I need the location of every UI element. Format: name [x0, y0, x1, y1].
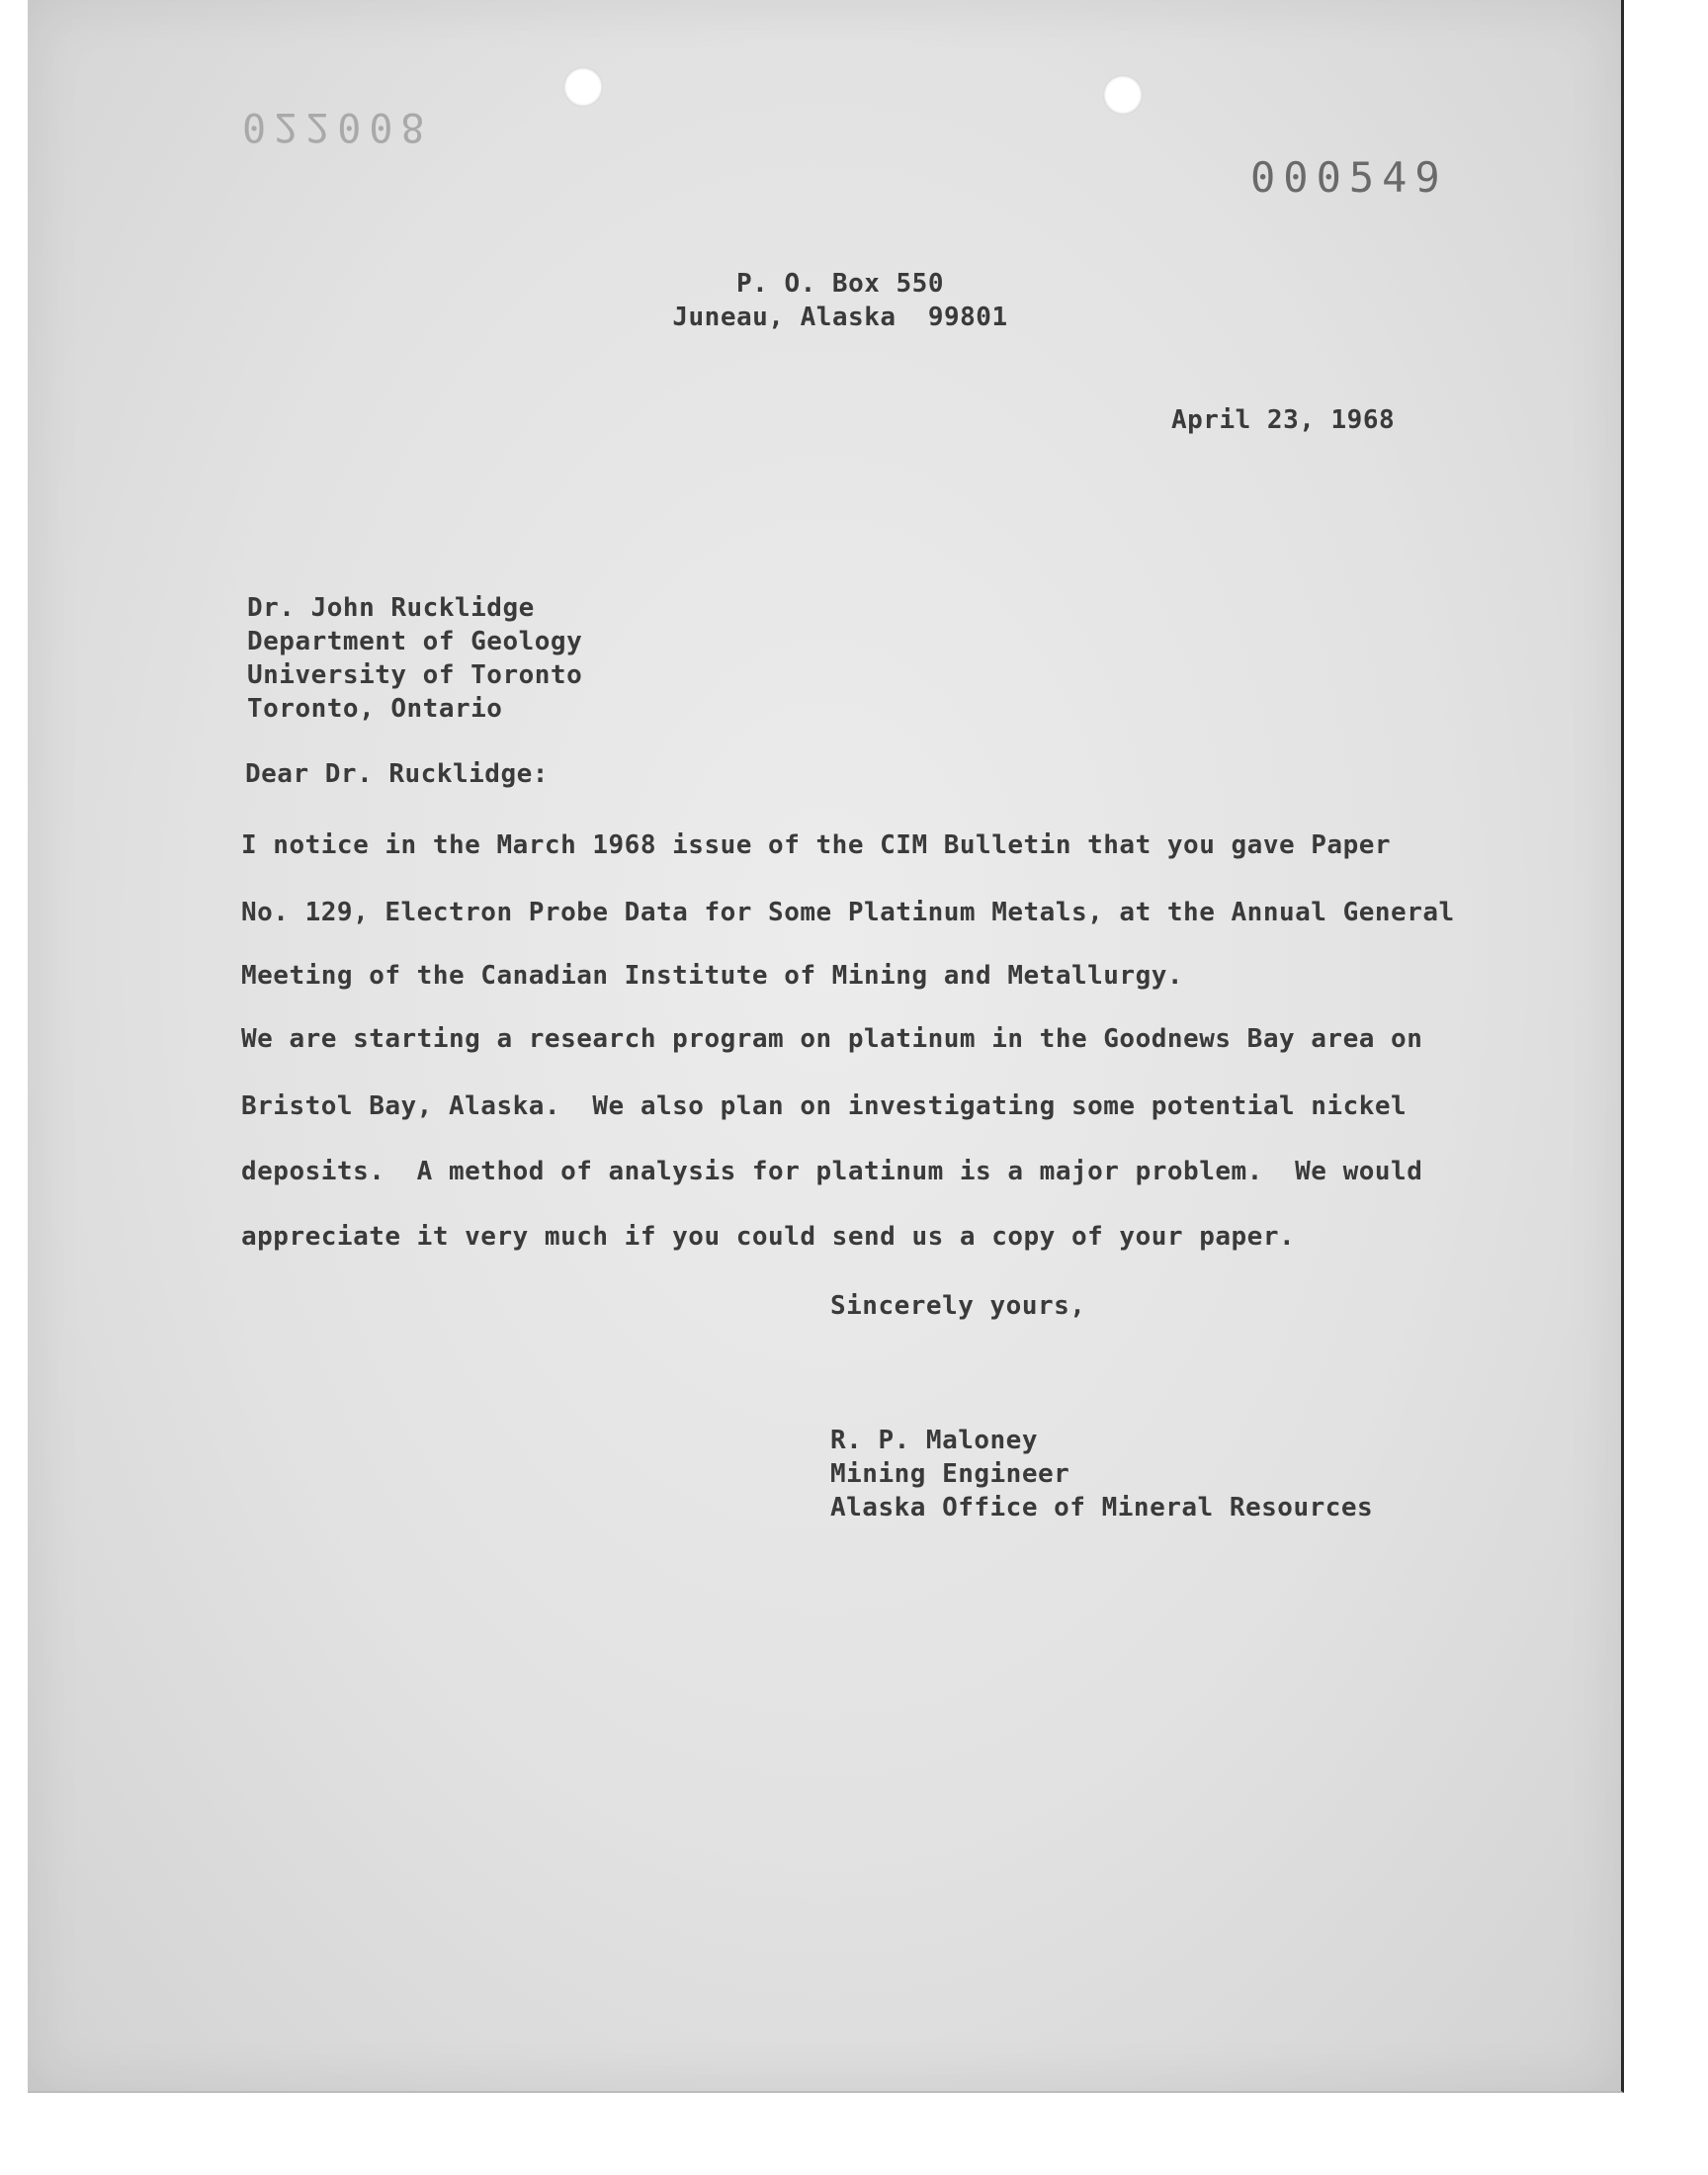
- recipient-city: Toronto, Ontario: [247, 694, 503, 724]
- paragraph-1-line-3: Meeting of the Canadian Institute of Mining and Metallurgy.: [241, 961, 1184, 991]
- recipient-department: Department of Geology: [247, 627, 583, 656]
- letter-date: April 23, 1968: [1171, 405, 1396, 435]
- faded-document-stamp: 022008: [242, 104, 433, 149]
- letterhead-line-1: P. O. Box 550: [736, 269, 944, 299]
- signer-title: Mining Engineer: [830, 1459, 1070, 1489]
- closing: Sincerely yours,: [830, 1291, 1086, 1321]
- recipient-institution: University of Toronto: [247, 660, 583, 690]
- letterhead-line-2: Juneau, Alaska 99801: [672, 303, 1008, 332]
- paragraph-2-line-2: Bristol Bay, Alaska. We also plan on investigating some potential nickel: [241, 1091, 1408, 1121]
- paragraph-2-line-1: We are starting a research program on platinum in the Goodnews Bay area on: [241, 1024, 1423, 1054]
- paragraph-2-line-3: deposits. A method of analysis for platinum is a major problem. We would: [241, 1157, 1423, 1186]
- punch-hole-left: [563, 67, 603, 107]
- signer-office: Alaska Office of Mineral Resources: [830, 1493, 1374, 1522]
- punch-hole-right: [1103, 75, 1143, 115]
- paragraph-1-line-2: No. 129, Electron Probe Data for Some Platinum Metals, at the Annual General: [241, 898, 1455, 927]
- signer-name: R. P. Maloney: [830, 1426, 1038, 1455]
- recipient-name: Dr. John Rucklidge: [247, 593, 535, 623]
- paragraph-1-line-1: I notice in the March 1968 issue of the CIM Bulletin that you gave Paper: [241, 830, 1392, 860]
- paragraph-2-line-4: appreciate it very much if you could send us a copy of your paper.: [241, 1222, 1296, 1252]
- salutation: Dear Dr. Rucklidge:: [245, 759, 549, 789]
- document-number-stamp: 000549: [1250, 153, 1448, 202]
